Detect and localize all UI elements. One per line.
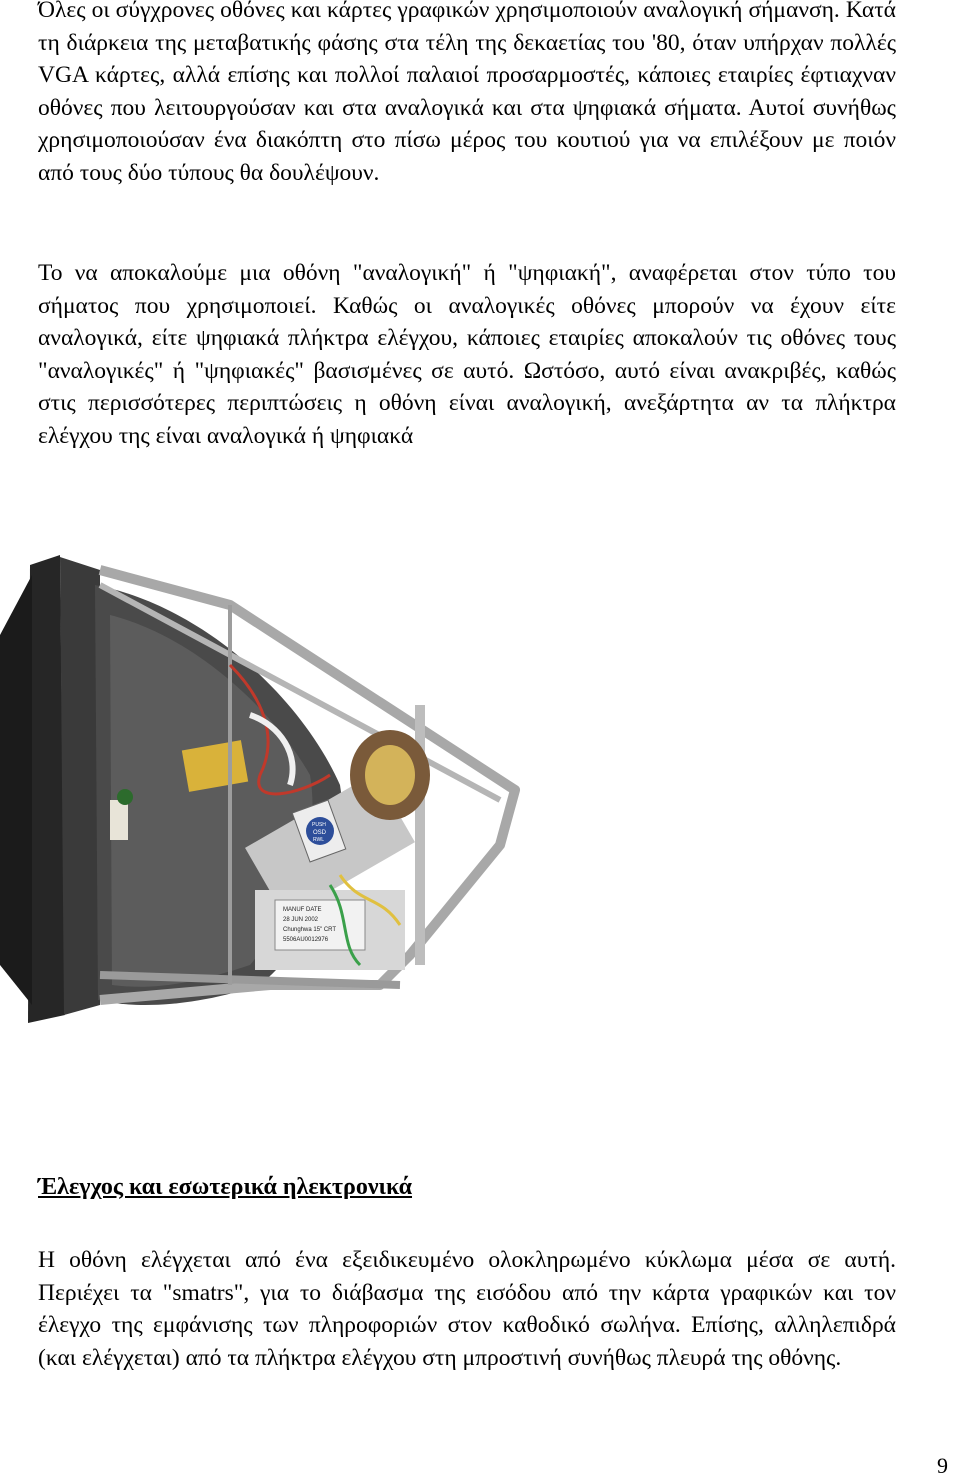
- label-serial: 5506AU0012976: [283, 937, 329, 943]
- label-manuf-date: MANUF DATE: [283, 907, 322, 913]
- monitor-bezel: [28, 555, 65, 1023]
- paragraph-analog-digital-naming: Το να αποκαλούμε μια οθόνη "αναλογική" ή "ψηφιακή", αναφέρεται στον τύπο του σήματος που χρησιμοποιεί. Καθώς οι αναλογικές οθόνες μπορούν να έχουν είτε αναλογικά, είτε ψηφιακά πλήκτρα ελέγχου, κάποιες εταιρίες αποκαλούν τις οθόνες τους "αναλογικές" ή "ψηφιακές" βασισμένες σε αυτό. Ωστόσο, αυτό είναι ανακριβές, καθώς στις περισσότερες περιπτώσεις η οθόνη είναι αναλογική, ανεξάρτητα αν τα πλήκτρα ελέγχου της είναι αναλογικά ή ψηφιακά: [38, 260, 896, 449]
- label-model: Chunghwa 15" CRT: [283, 927, 337, 933]
- paragraph-control-electronics: Η οθόνη ελέγχεται από ένα εξειδικευμένο ολοκληρωμένο κύκλωμα μέσα σε αυτή. Περιέχει τα "smatrs", για το διάβασμα της εισόδου από την κάρτα γραφικών και τον έλεγχο της εμφάνισης των πληροφοριών στον καθοδικό σωλήνα. Επίσης, αλληλεπιδρά (και ελέγχεται) από τα πλήκτρα ελέγχου στη μπροστινή συνήθως πλευρά της οθόνης.: [38, 1247, 896, 1371]
- label-date: 28 JUN 2002: [283, 917, 319, 923]
- osd-button-label-top: PUSH: [312, 822, 326, 828]
- paragraph-analog-signaling: Όλες οι σύγχρονες οθόνες και κάρτες γραφικών χρησιμοποιούν αναλογική σήμανση. Κατά τη διάρκεια της μεταβατικής φάσης στα τέλη της δεκαετίας του '80, όταν υπήρχαν πολλές VGA κάρτες, αλλά επίσης και πολλοί παλαιοί προσαρμοστές, κάποιες εταιρίες έφτιαχναν οθόνες που λειτουργούσαν και στα αναλογικά και στα ψηφιακά σήματα. Αυτοί συνήθως χρησιμοποιούσαν ένα διακόπτη στο πίσω μέρος του κουτιού για να επιλέξουν με ποιόν από τους δύο τύπους θα δουλέψουν.: [38, 0, 896, 186]
- section-heading: Έλεγχος και εσωτερικά ηλεκτρονικά: [38, 1174, 413, 1200]
- crt-monitor-photo: [0, 545, 540, 1030]
- osd-button-label-mid: OSD: [313, 830, 327, 836]
- page-number: 9: [937, 1453, 948, 1478]
- osd-button-label-bottom: RWL: [313, 837, 325, 843]
